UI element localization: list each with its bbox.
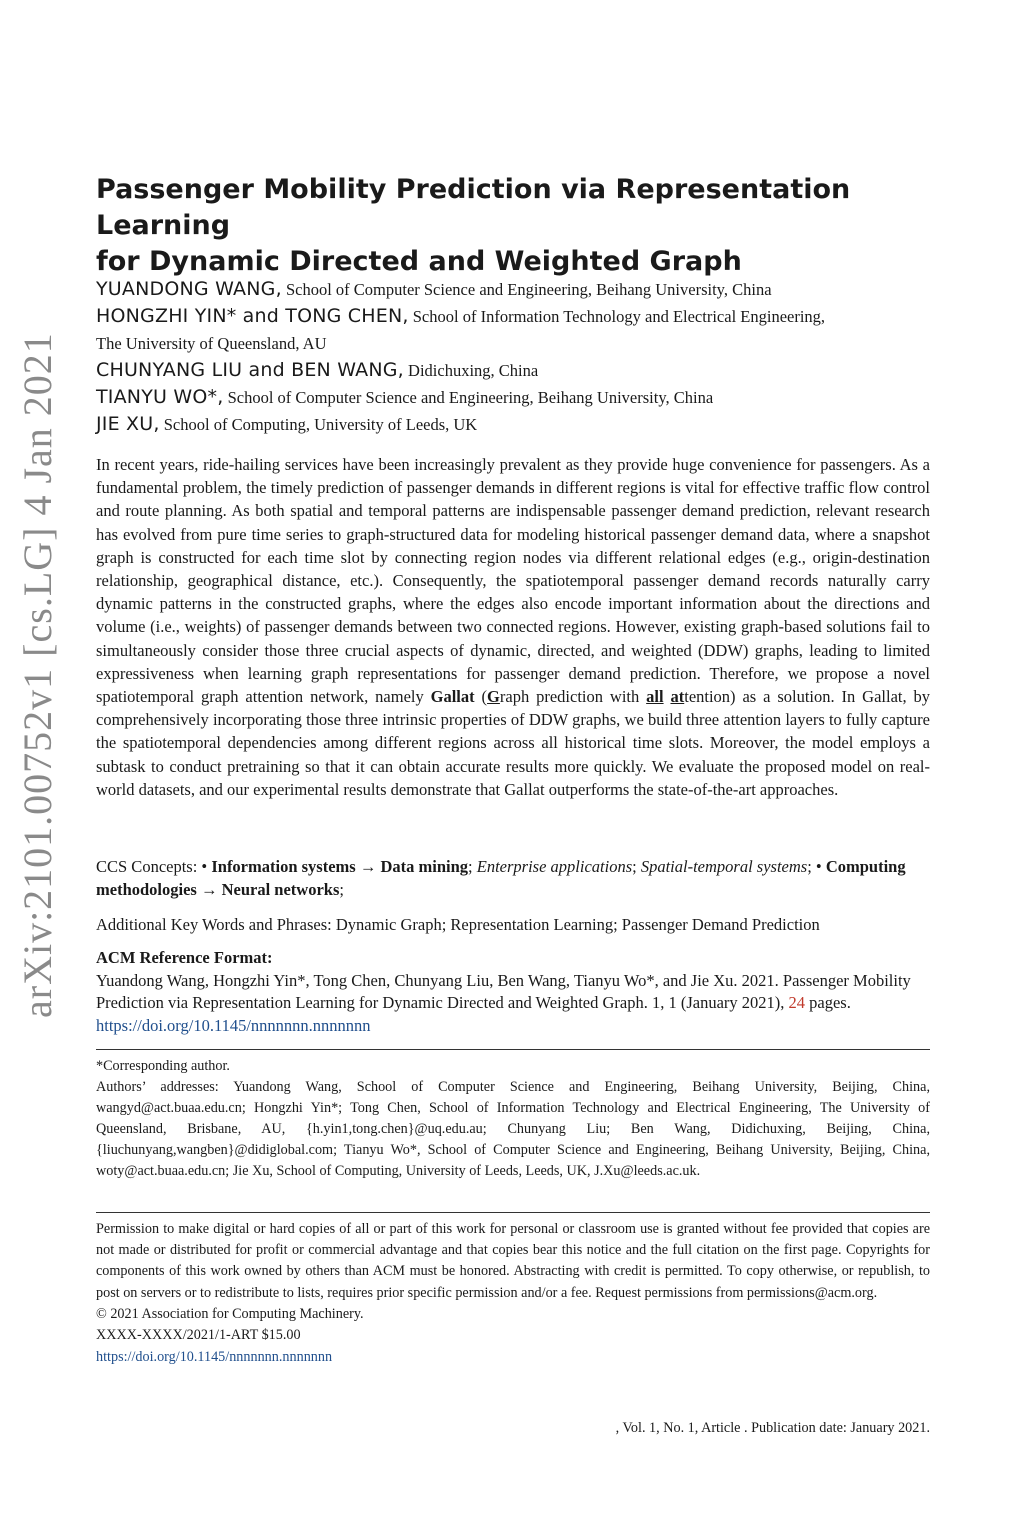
author-list (96, 276, 936, 438)
acm-reference-heading: ACM Reference Format: (96, 948, 273, 967)
author-line (96, 411, 936, 438)
author-affiliation: School of Information Technology and Electrical Engineering, (408, 307, 826, 326)
author-line (96, 330, 936, 357)
ccs-concept: Computing methodologies (96, 857, 906, 900)
ccs-concept: Data mining (380, 857, 469, 876)
ccs-prefix: CCS Concepts: • (96, 857, 212, 876)
author-affiliation: The University of Queensland, AU (96, 334, 327, 353)
corresponding-author-note: *Corresponding author. (96, 1058, 230, 1074)
page-count-link[interactable]: 24 (788, 993, 806, 1012)
author-line (96, 303, 936, 330)
ccs-concept: Spatial-temporal systems (640, 857, 808, 876)
reference-text: pages. (805, 993, 851, 1012)
author-names: HONGZHI YIN* and TONG CHEN, (96, 305, 409, 327)
page-footer: , Vol. 1, No. 1, Article . Publication date: January 2021. (615, 1420, 930, 1436)
title-line-1: Passenger Mobility Prediction via Representation Learning (96, 174, 851, 241)
separator: ; (468, 857, 477, 876)
keywords: Additional Key Words and Phrases: Dynamic Graph; Representation Learning; Passenger Demand Prediction (96, 915, 820, 934)
paper-title (96, 172, 930, 280)
acronym-letter: G (487, 687, 500, 707)
ccs-concept: Information systems (211, 857, 356, 876)
abstract-text: In recent years, ride-hailing services have been increasingly prevalent as they provide huge convenience for passengers. As a fundamental problem, the timely prediction of passenger demands in different regions is vital for effective traffic flow control and route planning. As both spatial and temporal patterns are indispensable passenger demand prediction, relevant research has evolved from pure time series to graph-structured data for modeling historical passenger demand data, where a snapshot graph is constructed for each time slot by connecting region nodes via different relational edges (e.g., origin-destination relationship, geographical distance, etc.). Consequently, the spatiotemporal passenger demand records naturally carry dynamic patterns in the constructed graphs, where the edges also encode important information about the directions and volume (i.e., weights) of passenger demands between two connected regions. However, existing graph-based solutions fail to simultaneously consider those three crucial aspects of dynamic, directed, and weighted (DDW) graphs, leading to limited expressiveness when learning graph representations for passenger demand prediction. Therefore, we propose a novel spatiotemporal graph attention network, namely (96, 455, 930, 707)
author-line (96, 357, 936, 384)
separator: ; • (807, 857, 826, 876)
author-names: JIE XU, (96, 413, 160, 435)
acm-reference (96, 947, 930, 1037)
ccs-concept: Neural networks (221, 880, 340, 900)
abstract-text: raph prediction with (499, 687, 647, 707)
doi-link[interactable]: https://doi.org/10.1145/nnnnnnn.nnnnnnn (96, 1015, 371, 1035)
abstract-text: tention) as a solution. In Gallat, by comprehensively incorporating those three intrinsic properties of DDW graphs, we build three attention layers to fully capture the spatiotemporal dependencies among different regions across all historical time slots. Moreover, the model employs a subtask to conduct pretraining so that it can obtain accurate results more quickly. We evaluate the proposed model on real-world datasets, and our experimental results demonstrate that Gallat outperforms the state-of-the-art approaches. (96, 687, 931, 799)
acronym-word: all (646, 687, 664, 707)
footnotes (96, 1056, 930, 1182)
permission-divider (96, 1212, 930, 1213)
arrow-glyph: → (355, 857, 381, 876)
author-affiliation: School of Computer Science and Engineering, Beihang University, China (281, 280, 772, 299)
separator: ; (632, 857, 641, 876)
abstract (96, 453, 930, 801)
acronym-letters: at (670, 687, 685, 707)
reference-text: Yuandong Wang, Hongzhi Yin*, Tong Chen, Chunyang Liu, Ben Wang, Tianyu Wo*, and Jie Xu. 2021. Passenger Mobility Prediction via Representation Learning for Dynamic Directed and Weighted Graph. 1, 1 (January 2021), (96, 970, 911, 1012)
arxiv-identifier: arXiv:2101.00752v1 [cs.LG] 4 Jan 2021 (15, 332, 60, 1018)
abstract-text: ( (474, 687, 488, 707)
ccs-concepts (96, 855, 930, 901)
footnote-divider (96, 1049, 930, 1050)
author-addresses: Authors’ addresses: Yuandong Wang, School of Computer Science and Engineering, Beihang University, Beijing, China, wangyd@act.buaa.edu.cn; Hongzhi Yin*; Tong Chen, School of Information Technology and Electrical Engineering, The University of Queensland, Brisbane, AU, {h.yin1,tong.chen}@uq.edu.au; Chunyang Liu; Ben Wang, Didichuxing, Beijing, China, {liuchunyang,wangben}@didiglobal.com; Tianyu Wo*, School of Computer Science and Engineering, Beihang University, Beijing, China, woty@act.buaa.edu.cn; Jie Xu, School of Computing, University of Leeds, Leeds, UK, J.Xu@leeds.ac.uk. (96, 1079, 930, 1179)
ccs-concept: Enterprise applications (476, 857, 633, 876)
title-line-2: for Dynamic Directed and Weighted Graph (96, 246, 742, 277)
arrow-glyph: → (196, 880, 222, 900)
publication-code: XXXX-XXXX/2021/1-ART $15.00 (96, 1327, 301, 1344)
author-line (96, 384, 936, 411)
doi-link[interactable]: https://doi.org/10.1145/nnnnnnn.nnnnnnn (96, 1348, 333, 1365)
acm-reference-body (96, 970, 930, 1038)
model-name: Gallat (430, 687, 475, 707)
author-names: TIANYU WO*, (96, 386, 224, 408)
author-line (96, 276, 936, 303)
permission-text: Permission to make digital or hard copies of all or part of this work for personal or classroom use is granted without fee provided that copies are not made or distributed for profit or commercial advantage and that copies bear this notice and the full citation on the first page. Copyrights for components of this work owned by others than ACM must be honored. Abstracting with credit is permitted. To copy otherwise, or republish, to post on servers or to redistribute to lists, requires prior specific permission and/or a fee. Request permissions from permissions@acm.org. (96, 1221, 930, 1301)
author-names: YUANDONG WANG, (96, 278, 282, 300)
author-affiliation: School of Computing, University of Leeds, UK (159, 415, 478, 434)
copyright-line: © 2021 Association for Computing Machinery. (96, 1305, 364, 1322)
author-affiliation: Didichuxing, China (403, 361, 539, 380)
author-names: CHUNYANG LIU and BEN WANG, (96, 359, 404, 381)
author-affiliation: School of Computer Science and Engineering, Beihang University, China (223, 388, 714, 407)
separator: ; (339, 880, 344, 900)
permission-block (96, 1219, 930, 1368)
